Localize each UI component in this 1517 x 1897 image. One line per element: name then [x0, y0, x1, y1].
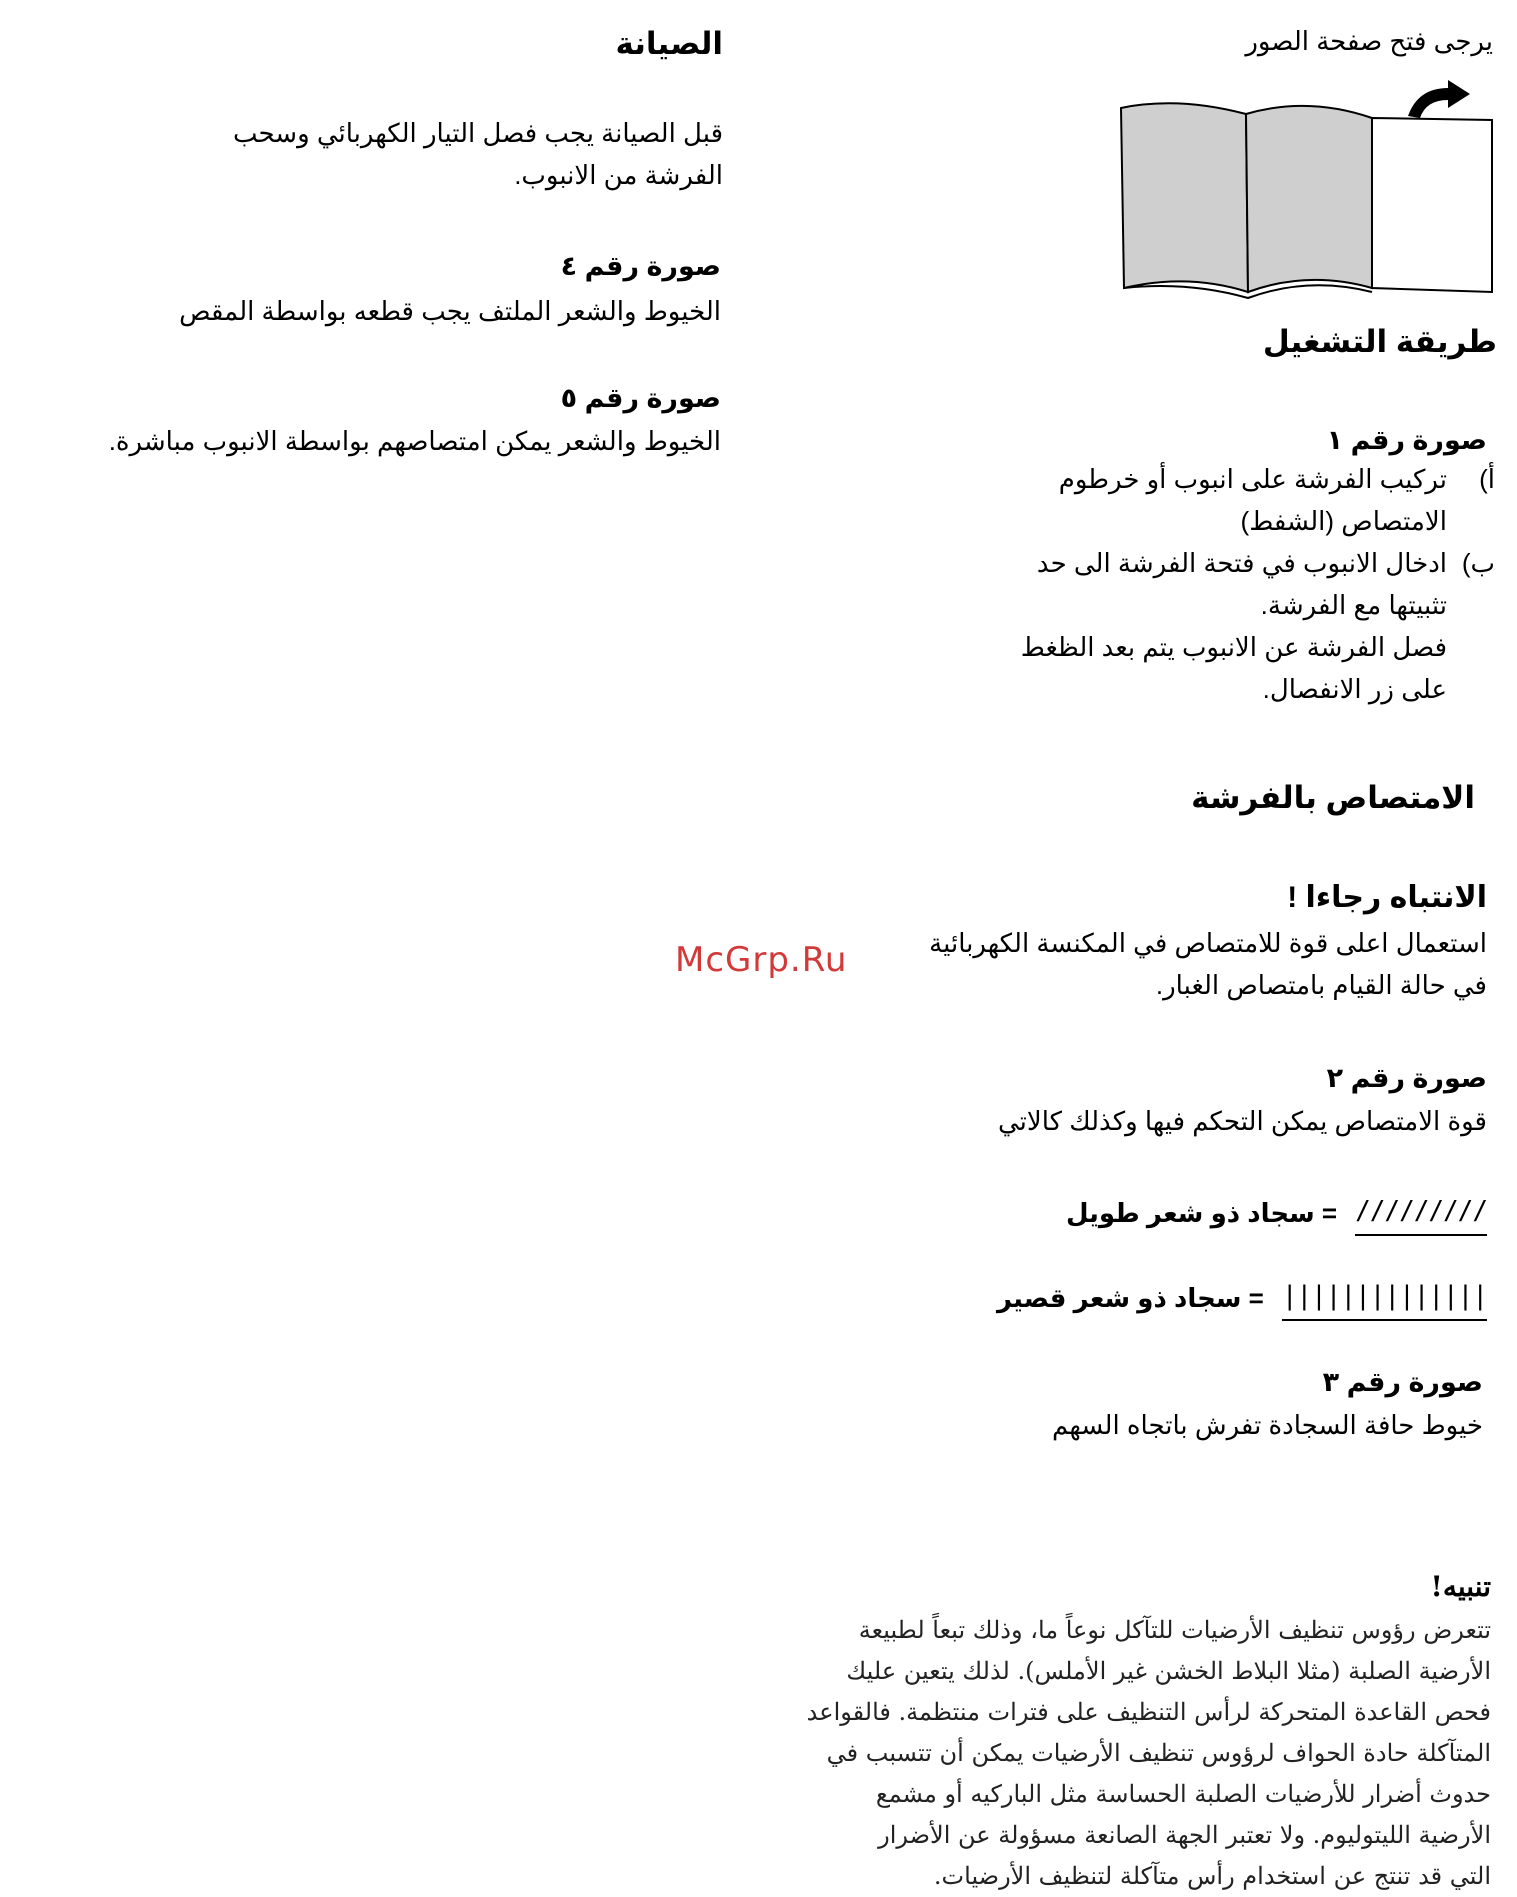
- note-line: التي قد تنتج عن استخدام رأس متآكلة لتنظيف الأرضيات.: [933, 1862, 1491, 1890]
- short-hair-carpet-row: [997, 1275, 1487, 1321]
- note-line: الأرضية الصلبة (مثلا البلاط الخشن غير الأملس). لذلك يتعين عليك: [846, 1657, 1491, 1685]
- figure-3-title: صورة رقم ٣: [1322, 1367, 1483, 1397]
- list-item-b-line: تثبيتها مع الفرشة.: [1260, 590, 1447, 620]
- list-item-b-text: [1021, 542, 1447, 710]
- note-heading: تنبيه!: [1430, 1570, 1491, 1603]
- short-hair-symbol: ||||||||||||||: [1282, 1275, 1487, 1321]
- figure-5-title: صورة رقم ٥: [560, 383, 721, 413]
- maintenance-line: قبل الصيانة يجب فصل التيار الكهربائي وسحب: [232, 118, 723, 148]
- long-hair-symbol: /////////: [1355, 1190, 1487, 1236]
- figure-3-text: خيوط حافة السجادة تفرش باتجاه السهم: [1052, 1410, 1483, 1440]
- watermark: McGrp.Ru: [675, 940, 848, 980]
- attention-text: [929, 922, 1487, 1006]
- figure-4-text: الخيوط والشعر الملتف يجب قطعه بواسطة المقص: [179, 296, 721, 326]
- figure-5-text: الخيوط والشعر يمكن امتصاصهم بواسطة الانبوب مباشرة.: [108, 426, 721, 456]
- note-line: تتعرض رؤوس تنظيف الأرضيات للتآكل نوعاً ما، وذلك تبعاً لطبيعة: [858, 1616, 1491, 1644]
- list-item-a-text: [1059, 458, 1447, 542]
- note-line: حدوث أضرار للأرضيات الصلبة الحساسة مثل الباركيه أو مشمع: [875, 1780, 1491, 1808]
- list-item-b-line: ادخال الانبوب في فتحة الفرشة الى حد: [1036, 548, 1447, 578]
- short-hair-label: = سجاد ذو شعر قصير: [997, 1283, 1264, 1313]
- maintenance-line: الفرشة من الانبوب.: [514, 160, 723, 190]
- attention-heading: الانتباه رجاءا !: [1287, 881, 1487, 914]
- list-marker-b: ب): [1461, 548, 1495, 578]
- maintenance-text: [233, 112, 723, 196]
- list-item-a: [975, 458, 1495, 542]
- long-hair-label: = سجاد ذو شعر طويل: [1065, 1198, 1338, 1228]
- list-marker-a: أ): [1479, 464, 1495, 494]
- list-item-a-line: الامتصاص (الشفط): [1240, 506, 1447, 536]
- operation-heading: طريقة التشغيل: [1262, 324, 1497, 359]
- list-item-b: [975, 542, 1495, 710]
- attention-line: في حالة القيام بامتصاص الغبار.: [1155, 970, 1487, 1000]
- figure-4-title: صورة رقم ٤: [560, 251, 721, 281]
- open-pictures-instruction: يرجى فتح صفحة الصور: [1245, 26, 1493, 56]
- figure-2-text: قوة الامتصاص يمكن التحكم فيها وكذلك كالاتي: [997, 1106, 1487, 1136]
- note-text: [807, 1610, 1491, 1897]
- note-line: المتآكلة حادة الحواف لرؤوس تنظيف الأرضيات يمكن أن تتسبب في: [826, 1739, 1491, 1767]
- figure-2-title: صورة رقم ٢: [1326, 1063, 1487, 1093]
- figure-1-list: [975, 458, 1495, 710]
- list-item-a-line: تركيب الفرشة على انبوب أو خرطوم: [1058, 464, 1447, 494]
- list-item-b-line: على زر الانفصال.: [1262, 674, 1447, 704]
- maintenance-heading: الصيانة: [615, 26, 723, 61]
- note-line: الأرضية الليتوليوم. ولا تعتبر الجهة الصانعة مسؤولة عن الأضرار: [878, 1821, 1491, 1849]
- attention-line: استعمال اعلى قوة للامتصاص في المكنسة الكهربائية: [929, 928, 1487, 958]
- list-item-b-line: فصل الفرشة عن الانبوب يتم بعد الظغط: [1020, 632, 1447, 662]
- long-hair-carpet-row: [1066, 1190, 1487, 1236]
- note-line: فحص القاعدة المتحركة لرأس التنظيف على فترات منتظمة. فالقواعد: [806, 1698, 1491, 1726]
- open-book-icon: [1118, 78, 1502, 300]
- brush-suction-heading: الامتصاص بالفرشة: [1191, 780, 1475, 815]
- figure-1-title: صورة رقم ١: [1326, 425, 1487, 455]
